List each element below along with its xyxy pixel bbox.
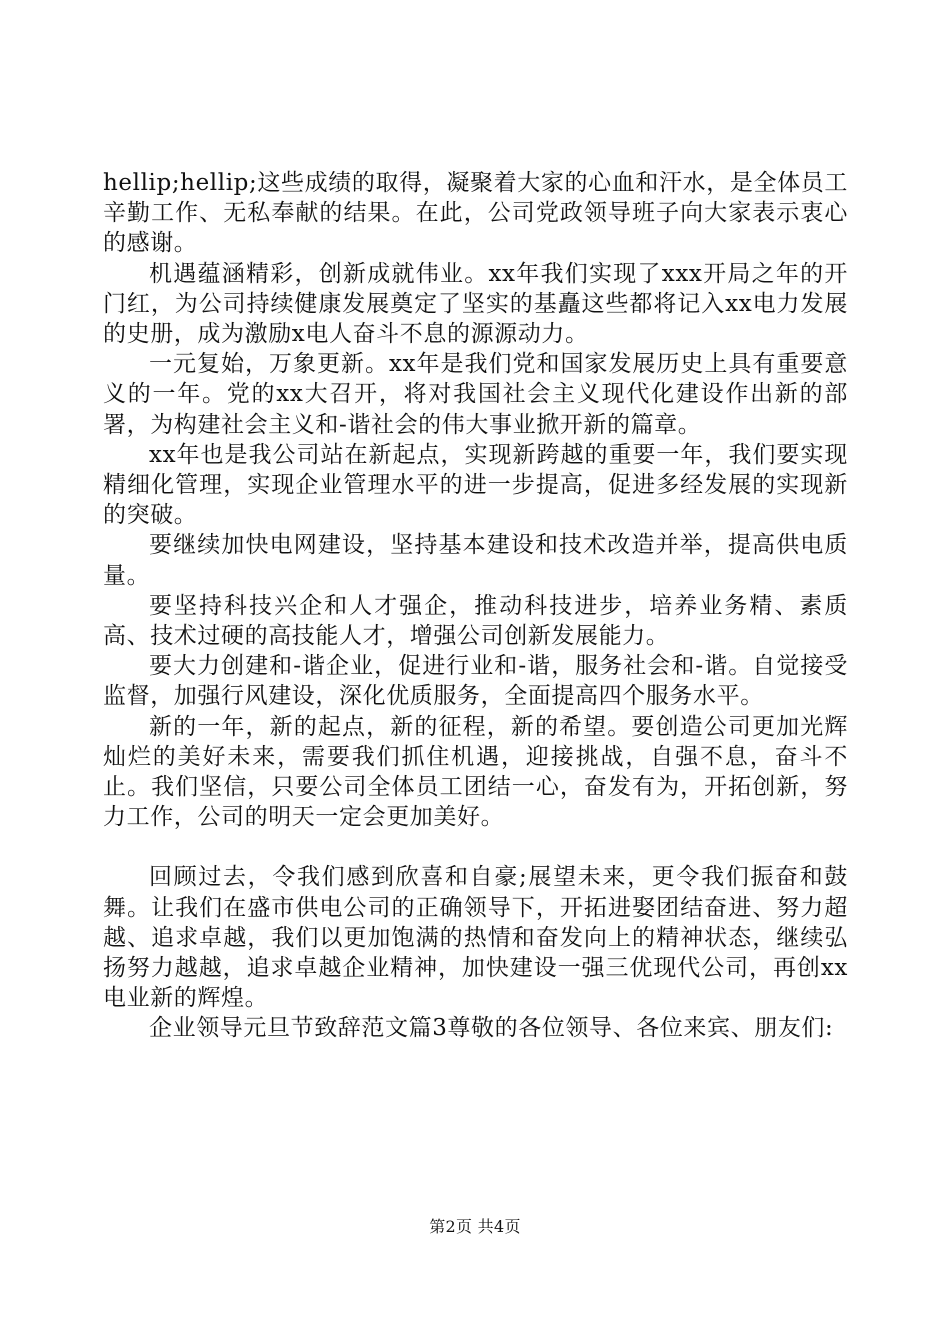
paragraph-4: xx年也是我公司站在新起点，实现新跨越的重要一年，我们要实现精细化管理，实现企业管理水平的进一步提高，促进多经发展的实现新的突破。 [103, 441, 848, 529]
document-body [103, 168, 848, 1044]
paragraph-2: 机遇蕴涵精彩，创新成就伟业。xx年我们实现了xxx开局之年的开门红，为公司持续健康发展奠定了坚实的基矗这些都将记入xx电力发展的史册，成为激励x电人奋斗不息的源源动力。 [103, 260, 848, 348]
paragraph-6: 要坚持科技兴企和人才强企，推动科技进步，培养业务精、素质高、技术过硬的高技能人才，增强公司创新发展能力。 [103, 592, 848, 650]
paragraph-7: 要大力创建和-谐企业，促进行业和-谐，服务社会和-谐。自觉接受监督，加强行风建设，深化优质服务，全面提高四个服务水平。 [103, 653, 848, 710]
paragraph-8: 新的一年，新的起点，新的征程，新的希望。要创造公司更加光辉灿烂的美好未来，需要我们抓住机遇，迎接挑战，自强不息，奋斗不止。我们坚信，只要公司全体员工团结一心，奋发有为，开拓创新，努力工作，公司的明天一定会更加美好。 [103, 713, 848, 831]
paragraph-3: 一元复始，万象更新。xx年是我们党和国家发展历史上具有重要意义的一年。党的xx大召开，将对我国社会主义现代化建设作出新的部署，为构建社会主义和-谐社会的伟大事业掀开新的篇章。 [103, 351, 848, 438]
page-number-footer: 第2页 共4页 [429, 1217, 521, 1236]
paragraph-10: 企业领导元旦节致辞范文篇3尊敬的各位领导、各位来宾、朋友们: [149, 1015, 834, 1042]
paragraph-9: 回顾过去，令我们感到欣喜和自豪;展望未来，更令我们振奋和鼓舞。让我们在盛市供电公司的正确领导下，开拓进娶团结奋进、努力超越、追求卓越，我们以更加饱满的热情和奋发向上的精神状态，继续弘扬努力越越，追求卓越企业精神，加快建设一强三优现代公司，再创xx电业新的辉煌。 [103, 864, 848, 1012]
paragraph-1: hellip;hellip;这些成绩的取得，凝聚着大家的心血和汗水，是全体员工辛勤工作、无私奉献的结果。在此，公司党政领导班子向大家表示衷心的感谢。 [103, 170, 848, 257]
paragraph-5: 要继续加快电网建设，坚持基本建设和技术改造并举，提高供电质量。 [103, 532, 848, 589]
